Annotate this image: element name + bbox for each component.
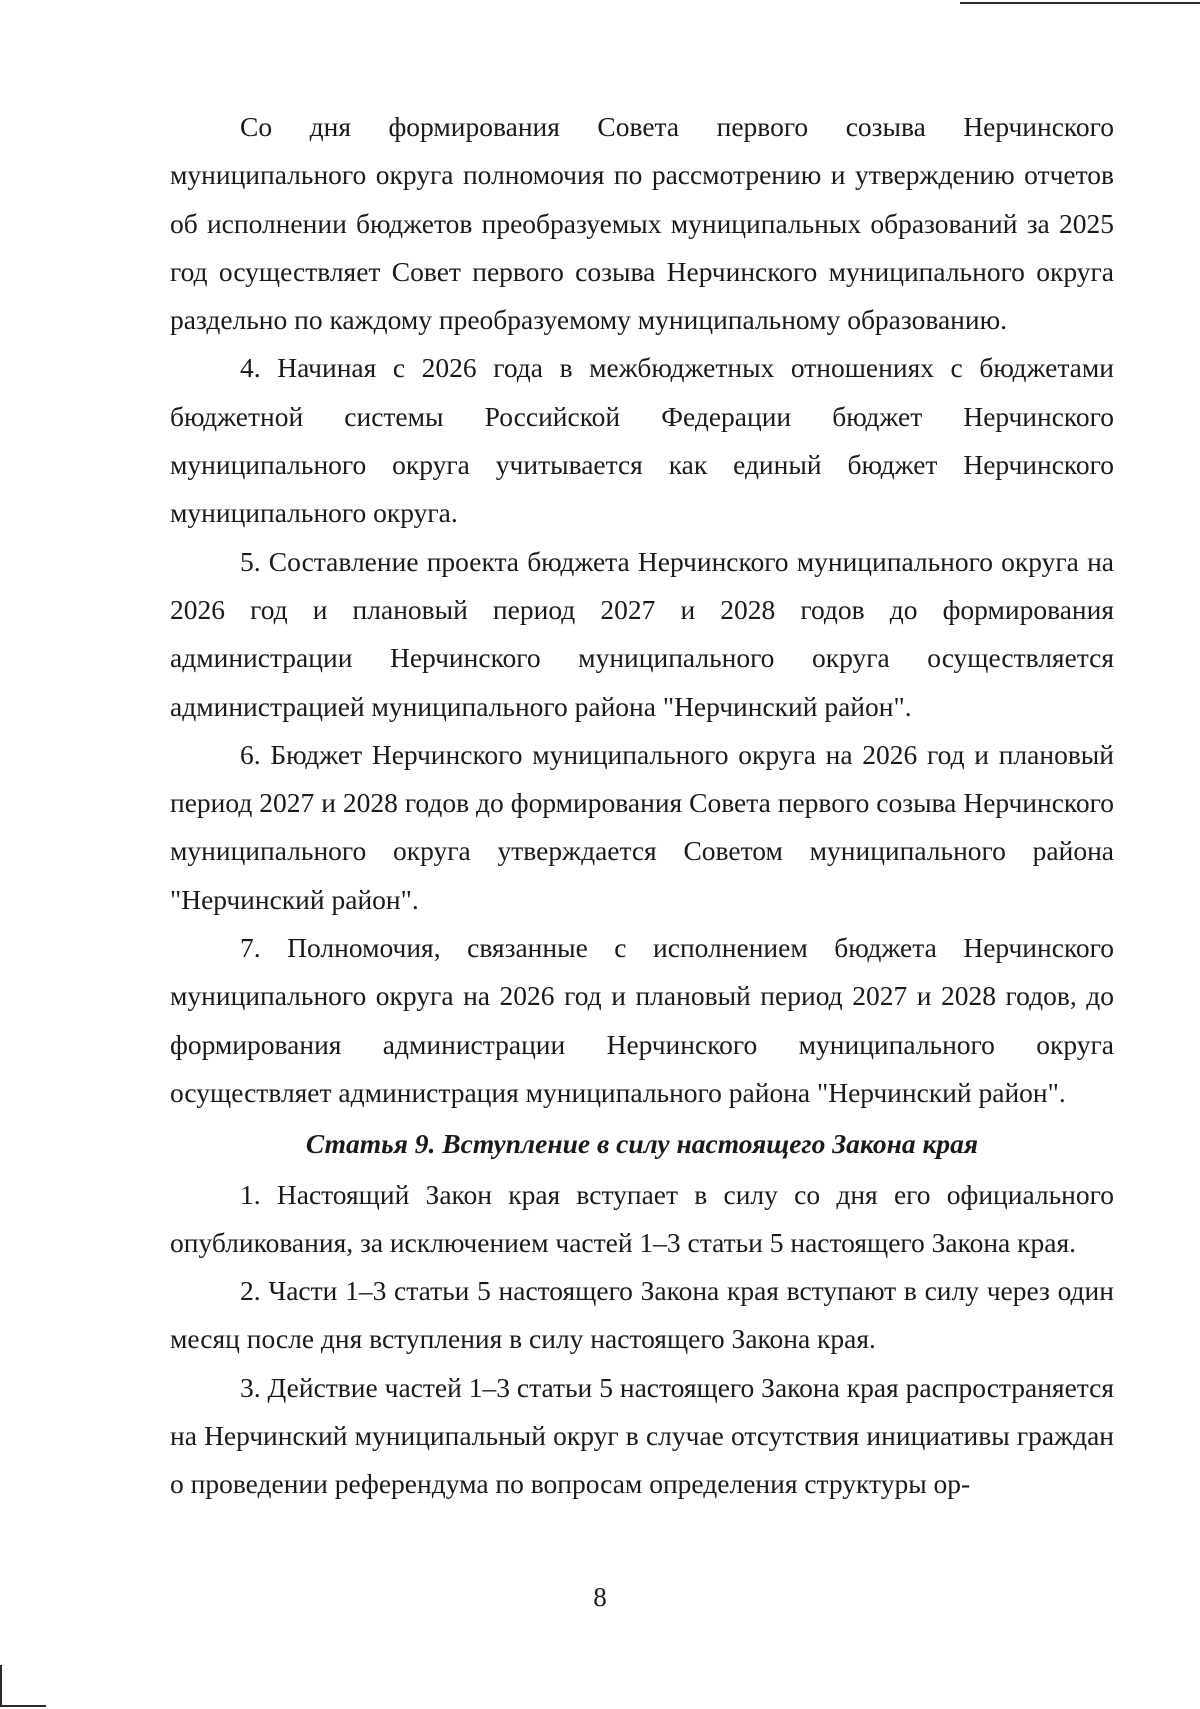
article-9-heading: Статья 9. Вступление в силу настоящего Закона края <box>305 1128 979 1160</box>
scan-edge-top <box>960 2 1200 4</box>
paragraph-7: 7. Полномочия, связанные с исполнением бюджета Нерчинского муниципального округа на 2026 год и плановый период 2027 и 2028 годов, до формирования администрации Нерчинского муниципального округа осуществляет администрация муниципального района "Нерчинский район". <box>170 932 1114 1108</box>
paragraph-5: 5. Составление проекта бюджета Нерчинского муниципального округа на 2026 год и плановый период 2027 и 2028 годов до формирования администрации Нерчинского муниципального округа осуществляется администрацией муниципального района "Нерчинский район". <box>170 545 1114 722</box>
scan-edge-corner <box>0 1665 46 1707</box>
paragraph-4: 4. Начиная с 2026 года в межбюджетных отношениях с бюджетами бюджетной системы Российской Федерации бюджет Нерчинского муниципального округа учитывается как единый бюджет Нерчинского муниципального округа. <box>170 352 1114 529</box>
paragraph-council-reports: Со дня формирования Совета первого созыва Нерчинского муниципального округа полномочия по рассмотрению и утверждению отчетов об исполнении бюджетов преобразуемых муниципальных образований за 2025 год осуществляет Совет первого созыва Нерчинского муниципального округа раздельно по каждому преобразуемому муниципальному образованию. <box>170 111 1114 336</box>
page-number: 8 <box>593 1582 607 1612</box>
paragraph-6: 6. Бюджет Нерчинского муниципального округа на 2026 год и плановый период 2027 и 2028 годов до формирования Совета первого созыва Нерчинского муниципального округа утверждается Советом муниципального района "Нерчинский район". <box>170 738 1114 915</box>
article-9-paragraph-3: 3. Действие частей 1–3 статьи 5 настоящего Закона края распространяется на Нерчинский муниципальный округ в случае отсутствия инициативы граждан о проведении референдума по вопросам определения структуры ор- <box>170 1371 1114 1500</box>
article-9-paragraph-1: 1. Настоящий Закон края вступает в силу со дня его официального опубликования, за исключением частей 1–3 статьи 5 настоящего Закона края. <box>170 1178 1114 1258</box>
article-9-paragraph-2: 2. Части 1–3 статьи 5 настоящего Закона края вступают в силу через один месяц после дня вступления в силу настоящего Закона края. <box>170 1275 1114 1355</box>
document-body <box>170 103 1114 1509</box>
